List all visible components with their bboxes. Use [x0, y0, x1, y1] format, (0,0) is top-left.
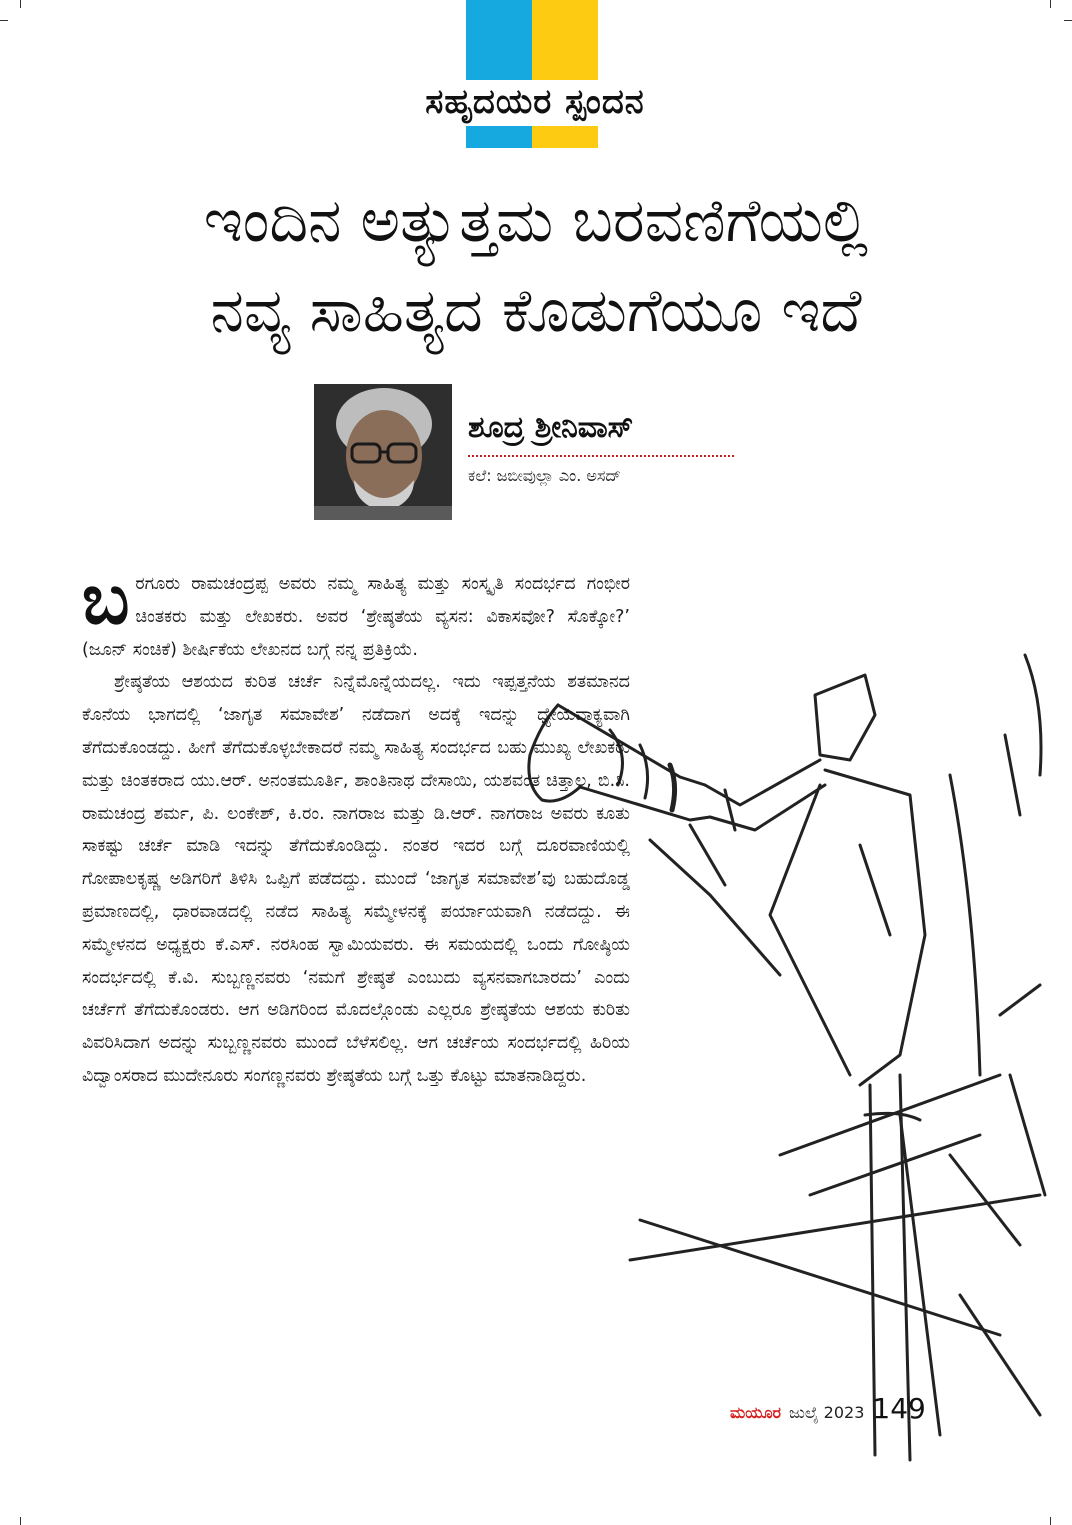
header-blue-block-lower: [466, 126, 532, 148]
crop-mark: [20, 0, 21, 8]
magazine-name: ಮಯೂರ: [730, 1403, 782, 1422]
illustration-credit: ಕಲೆ: ಜಬೀವುಲ್ಲಾ ಎಂ. ಅಸದ್: [468, 466, 621, 485]
author-name: ಶೂದ್ರ ಶ್ರೀನಿವಾಸ್: [468, 410, 634, 445]
paragraph-1: [82, 558, 630, 666]
author-photo: [314, 384, 452, 520]
crop-mark: [1064, 20, 1072, 21]
title-line-2: ನವ್ಯ ಸಾಹಿತ್ಯದ ಕೊಡುಗೆಯೂ ಇದೆ: [210, 276, 862, 346]
page-number: 149: [872, 1392, 926, 1425]
crop-mark: [20, 1517, 21, 1525]
header-yellow-block: [532, 0, 598, 80]
author-divider: [468, 455, 734, 457]
title-line-1: ಇಂದಿನ ಅತ್ಯುತ್ತಮ ಬರವಣಿಗೆಯಲ್ಲಿ: [203, 186, 869, 256]
crop-mark: [0, 20, 8, 21]
section-label: ಸಹೃದಯರ ಸ್ಪಂದನ: [425, 82, 645, 122]
header-blue-block: [466, 0, 532, 80]
paragraph-2: ಶ್ರೇಷ್ಠತೆಯ ಆಶಯದ ಕುರಿತ ಚರ್ಚೆ ನಿನ್ನೆಮೊನ್ನೆಯದಲ್ಲ. ಇದು ಇಪ್ಪತ್ತನೆಯ ಶತಮಾನದ ಕೊನೆಯ ಭಾಗದಲ್ಲಿ ‘ಜಾಗೃತ ಸಮಾವೇಶ’ ನಡೆದಾಗ ಅದಕ್ಕೆ ಇದನ್ನು ಧ್ಯೇಯವಾಕ್ಯವಾಗಿ ತೆಗೆದುಕೊಂಡದ್ದು. ಹೀಗೆ ತೆಗೆದುಕೊಳ್ಳಬೇಕಾದರೆ ನಮ್ಮ ಸಾಹಿತ್ಯ ಸಂದರ್ಭದ ಬಹು ಮುಖ್ಯ ಲೇಖಕರು ಮತ್ತು ಚಿಂತಕರಾದ ಯು.ಆರ್. ಅನಂತಮೂರ್ತಿ, ಶಾಂತಿನಾಥ ದೇಸಾಯಿ, ಯಶವಂತ ಚಿತ್ತಾಲ, ಬಿ.ಸಿ. ರಾಮಚಂದ್ರ ಶರ್ಮ, ಪಿ. ಲಂಕೇಶ್, ಕಿ.ರಂ. ನಾಗರಾಜ ಮತ್ತು ಡಿ.ಆರ್. ನಾಗರಾಜ ಅವರು ಕೂತು ಸಾಕಷ್ಟು ಚರ್ಚೆ ಮಾಡಿ ಇದನ್ನು ತೆಗೆದುಕೊಂಡಿದ್ದು. ನಂತರ ಇದರ ಬಗ್ಗೆ ದೂರವಾಣಿಯಲ್ಲಿ ಗೋಪಾಲಕೃಷ್ಣ ಅಡಿಗರಿಗೆ ತಿಳಿಸಿ ಒಪ್ಪಿಗೆ ಪಡೆದದ್ದು. ಮುಂದೆ ‘ಜಾಗೃತ ಸಮಾವೇಶ’ವು ಬಹುದೊಡ್ಡ ಪ್ರಮಾಣದಲ್ಲಿ, ಧಾರವಾಡದಲ್ಲಿ ನಡೆದ ಸಾಹಿತ್ಯ ಸಮ್ಮೇಳನಕ್ಕೆ ಪರ್ಯಾಯವಾಗಿ ನಡೆದದ್ದು. ಈ ಸಮ್ಮೇಳನದ ಅಧ್ಯಕ್ಷರು ಕೆ.ಎಸ್. ನರಸಿಂಹ ಸ್ವಾಮಿಯವರು. ಈ ಸಮಯದಲ್ಲಿ ಒಂದು ಗೋಷ್ಠಿಯ ಸಂದರ್ಭದಲ್ಲಿ ಕೆ.ವಿ. ಸುಬ್ಬಣ್ಣನವರು ‘ನಮಗೆ ಶ್ರೇಷ್ಠತೆ ಎಂಬುದು ವ್ಯಸನವಾಗಬಾರದು’ ಎಂದು ಚರ್ಚೆಗೆ ತೆಗೆದುಕೊಂಡರು. ಆಗ ಅಡಿಗರಿಂದ ಮೊದಲ್ಗೊಂಡು ಎಲ್ಲರೂ ಶ್ರೇಷ್ಠತೆಯ ಆಶಯ ಕುರಿತು ವಿವರಿಸಿದಾಗ ಅದನ್ನು ಸುಬ್ಬಣ್ಣನವರು ಮುಂದೆ ಬೆಳೆಸಲಿಲ್ಲ. ಆಗ ಚರ್ಚೆಯ ಸಂದರ್ಭದಲ್ಲಿ ಹಿರಿಯ ವಿದ್ವಾಂಸರಾದ ಮುದೇನೂರು ಸಂಗಣ್ಣನವರು ಶ್ರೇಷ್ಠತೆಯ ಬಗ್ಗೆ ಒತ್ತು ಕೊಟ್ಟು ಮಾತನಾಡಿದ್ದರು.: [82, 672, 630, 1086]
crop-mark: [1050, 1517, 1051, 1525]
article-title: [40, 176, 1032, 356]
header-yellow-block-lower: [532, 126, 598, 148]
page-footer: [730, 1392, 926, 1432]
crop-mark: [1050, 0, 1051, 8]
drop-cap: ಬ: [82, 558, 130, 640]
issue-date: ಜುಲೈ 2023: [789, 1403, 865, 1422]
article-body: [82, 558, 630, 1093]
paragraph-1-text: ರಗೂರು ರಾಮಚಂದ್ರಪ್ಪ ಅವರು ನಮ್ಮ ಸಾಹಿತ್ಯ ಮತ್ತು ಸಂಸ್ಕೃತಿ ಸಂದರ್ಭದ ಗಂಭೀರ ಚಿಂತಕರು ಮತ್ತು ಲೇಖಕರು. ಅವರ ‘ಶ್ರೇಷ್ಠತೆಯ ವ್ಯಸನ: ವಿಕಾಸವೋ? ಸೊಕ್ಕೋ?’ (ಜೂನ್ ಸಂಚಿಕೆ) ಶೀರ್ಷಿಕೆಯ ಲೇಖನದ ಬಗ್ಗೆ ನನ್ನ ಪ್ರತಿಕ್ರಿಯೆ.: [82, 574, 630, 660]
portrait-image: [314, 384, 452, 520]
